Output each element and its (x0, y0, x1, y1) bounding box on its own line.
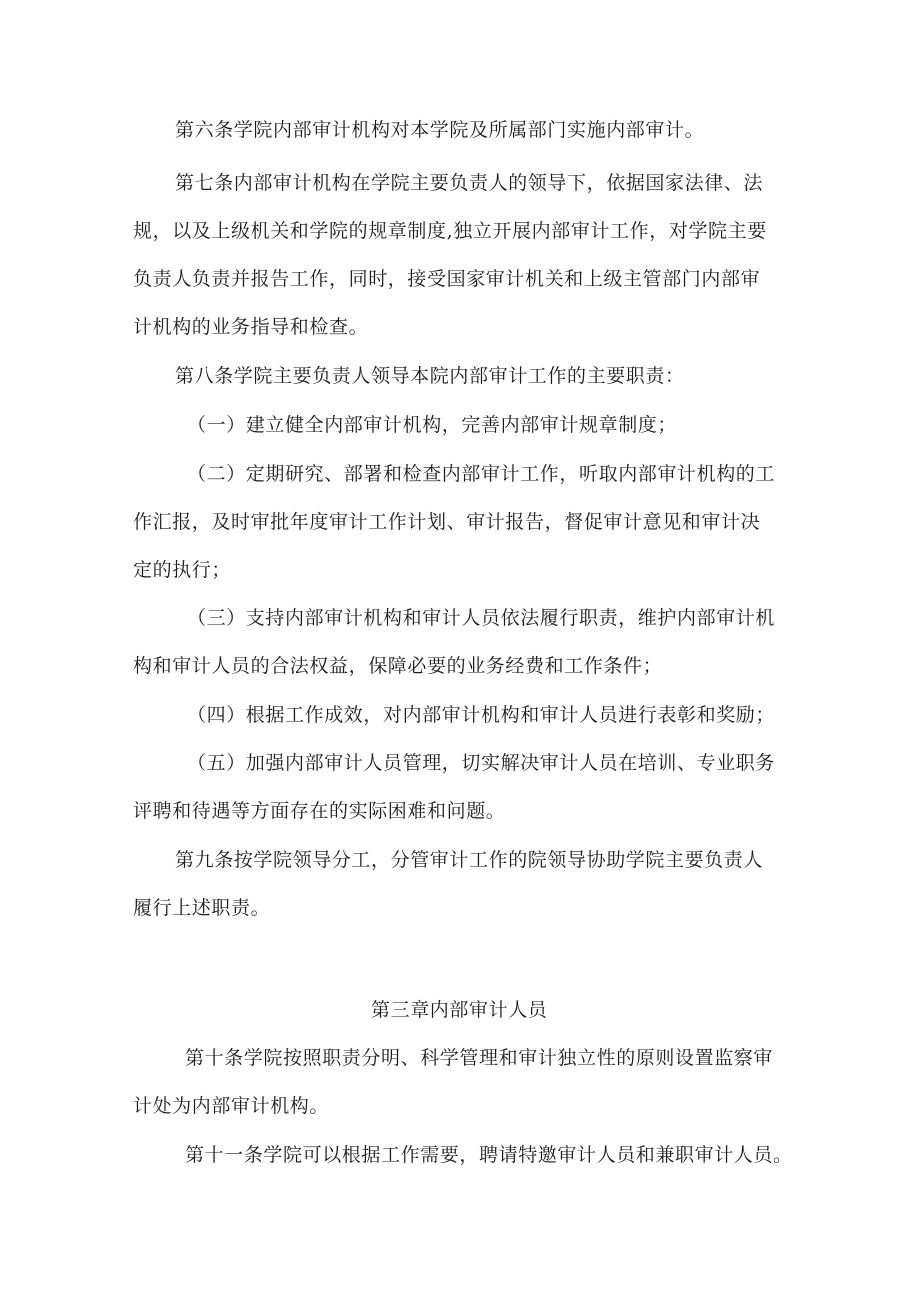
article-8-item-4: （四）根据工作成效，对内部审计机构和审计人员进行表彰和奖励； (187, 704, 776, 726)
article-8-item-2-line-2: 作汇报，及时审批年度审计工作计划、审计报告，督促审计意见和审计决 (133, 511, 761, 533)
article-7-line-3: 负责人负责并报告工作，同时，接受国家审计机关和上级主管部门内部审 (133, 268, 761, 290)
article-8-item-3-line-2: 构和审计人员的合法权益，保障必要的业务经费和工作条件； (133, 655, 663, 677)
article-8-item-3-line-1: （三）支持内部审计机构和审计人员依法履行职责，维护内部审计机 (187, 607, 776, 629)
article-9-line-2: 履行上述职责。 (133, 897, 271, 919)
article-8-item-5-line-1: （五）加强内部审计人员管理，切实解决审计人员在培训、专业职务 (187, 752, 776, 774)
article-8-item-2-line-1: （二）定期研究、部署和检查内部审计工作，听取内部审计机构的工 (187, 463, 776, 485)
article-6-line-1: 第六条学院内部审计机构对本学院及所属部门实施内部审计。 (175, 119, 705, 141)
article-9-line-1: 第九条按学院领导分工，分管审计工作的院领导协助学院主要负责人 (175, 849, 764, 871)
article-10-line-2: 计处为内部审计机构。 (133, 1095, 330, 1117)
article-8-item-5-line-2: 评聘和待遇等方面存在的实际困难和问题。 (133, 800, 506, 822)
article-7-line-1: 第七条内部审计机构在学院主要负责人的领导下，依据国家法律、法 (175, 172, 764, 194)
article-11-line-1: 第十一条学院可以根据工作需要，聘请特邀审计人员和兼职审计人员。 (185, 1144, 793, 1166)
chapter-heading: 第三章内部审计人员 (371, 999, 548, 1021)
article-7-line-2: 规，以及上级机关和学院的规章制度,独立开展内部审计工作，对学院主要 (133, 220, 767, 242)
article-7-line-4: 计机构的业务指导和检查。 (133, 316, 369, 338)
article-10-line-1: 第十条学院按照职责分明、科学管理和审计独立性的原则设置监察审 (185, 1047, 774, 1069)
article-8-item-1: （一）建立健全内部审计机构，完善内部审计规章制度； (187, 414, 678, 436)
article-8-line-1: 第八条学院主要负责人领导本院内部审计工作的主要职责： (175, 365, 685, 387)
article-8-item-2-line-3: 定的执行； (133, 559, 232, 581)
